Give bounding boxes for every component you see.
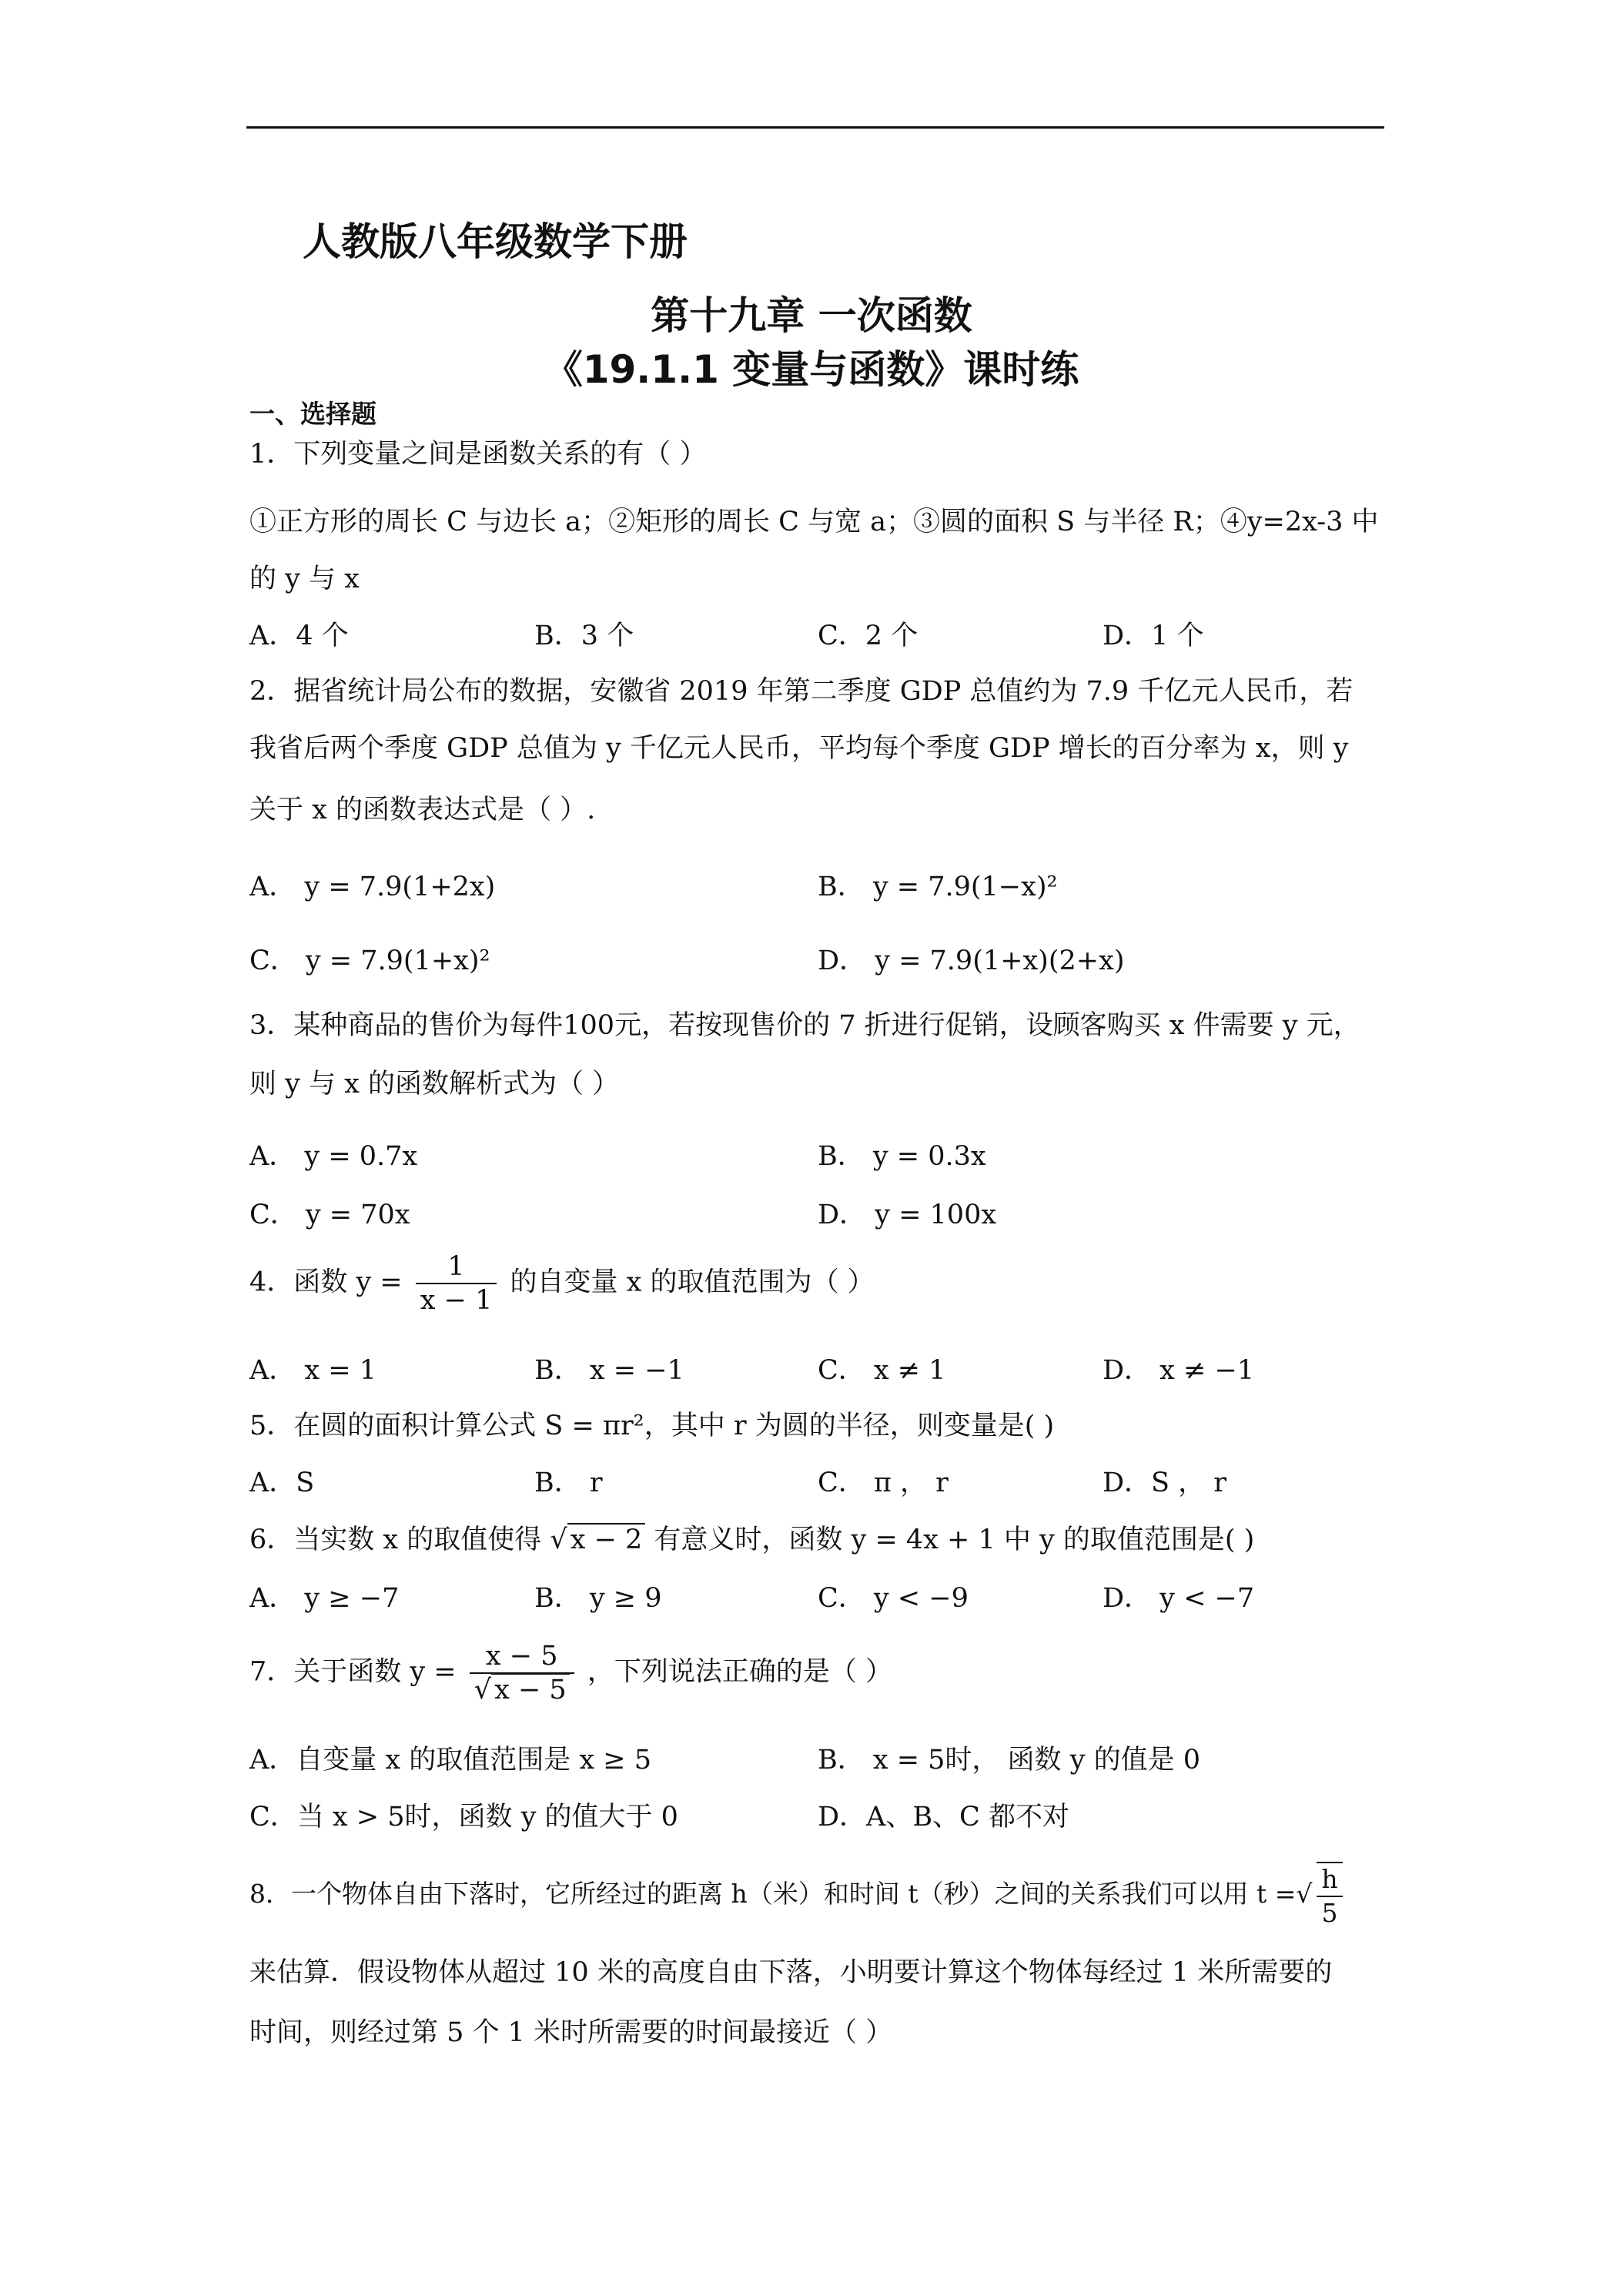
- q1-option-d: D．1 个: [1103, 621, 1204, 651]
- q7-option-d: D．A、B、C 都不对: [818, 1802, 1069, 1832]
- q4-option-a: A． x = 1: [249, 1355, 376, 1386]
- q7-option-a: A．自变量 x 的取值范围是 x ≥ 5: [249, 1745, 651, 1776]
- q7-stem-post: ，下列说法正确的是（ ）: [587, 1656, 892, 1688]
- q7-denominator-arg: x − 5: [491, 1673, 570, 1705]
- q3-stem-line2: 则 y 与 x 的函数解析式为（ ）: [249, 1069, 620, 1099]
- q4-stem: [249, 1250, 875, 1317]
- q2-stem-line2: 我省后两个季度 GDP 总值为 y 千亿元人民币，平均每个季度 GDP 增长的百分率为 x，则 y: [249, 733, 1349, 764]
- q2-option-b: B． y = 7.9(1−x)²: [818, 872, 1058, 902]
- q7-fraction-numerator: x − 5: [470, 1640, 574, 1674]
- q8-stem-pre: 8．一个物体自由下落时，它所经过的距离 h（米）和时间 t（秒）之间的关系我们可以用 t =: [249, 1879, 1297, 1909]
- lesson-title: 《19.1.1 变量与函数》课时练: [544, 347, 1079, 392]
- q3-option-b: B． y = 0.3x: [818, 1141, 986, 1172]
- q3-stem-line1: 3．某种商品的售价为每件100元，若按现售价的 7 折进行促销，设顾客购买 x 件需要 y 元，: [249, 1010, 1360, 1041]
- q8-fraction-denominator: 5: [1321, 1898, 1338, 1928]
- q4-fraction: [416, 1250, 497, 1317]
- q8-stem-line3: 时间，则经过第 5 个 1 米时所需要的时间最接近（ ）: [249, 2017, 893, 2048]
- q2-option-c: C． y = 7.9(1+x)²: [249, 946, 490, 976]
- q8-stem-line1: [249, 1862, 1347, 1930]
- q4-fraction-denominator: x − 1: [420, 1285, 493, 1316]
- q4-fraction-numerator: 1: [416, 1250, 497, 1284]
- q4-stem-pre: 4．函数 y =: [249, 1267, 403, 1298]
- q8-fraction-numerator: h: [1317, 1863, 1342, 1897]
- q5-option-d: D．S ， r: [1103, 1468, 1227, 1498]
- radical-sign-icon: √: [474, 1675, 492, 1705]
- q1-option-b: B．3 个: [534, 621, 634, 651]
- q6-option-d: D． y < −7: [1103, 1583, 1255, 1614]
- q5-option-c: C． π ， r: [818, 1468, 949, 1498]
- q1-extra-line2: 的 y 与 x: [249, 564, 360, 594]
- q3-option-d: D． y = 100x: [818, 1200, 997, 1230]
- q2-stem-line3: 关于 x 的函数表达式是（ ）.: [249, 795, 596, 825]
- q3-option-a: A． y = 0.7x: [249, 1141, 418, 1172]
- q6-stem-pre: 6．当实数 x 的取值使得: [249, 1525, 550, 1555]
- q2-option-d: D． y = 7.9(1+x)(2+x): [818, 946, 1125, 976]
- q2-stem-line1: 2．据省统计局公布的数据，安徽省 2019 年第二季度 GDP 总值约为 7.9 千亿元人民币，若: [249, 676, 1354, 707]
- q6-stem: [249, 1523, 1254, 1557]
- q5-option-b: B． r: [534, 1468, 603, 1498]
- q6-option-b: B． y ≥ 9: [534, 1583, 662, 1614]
- q1-stem: 1．下列变量之间是函数关系的有（ ）: [249, 439, 707, 470]
- q8-fraction: [1317, 1862, 1342, 1930]
- q4-option-d: D． x ≠ −1: [1103, 1355, 1255, 1386]
- q1-option-a: A．4 个: [249, 621, 349, 651]
- radical-sign-icon: √: [1296, 1879, 1313, 1909]
- book-title: 人教版八年级数学下册: [303, 219, 688, 264]
- chapter-title: 第十九章 一次函数: [651, 293, 972, 338]
- q6-sqrt-arg: x − 2: [567, 1523, 646, 1555]
- q6-stem-post: 有意义时，函数 y = 4x + 1 中 y 的取值范围是( ): [645, 1525, 1255, 1555]
- section-heading: 一、选择题: [249, 399, 376, 429]
- radical-sign-icon: √: [550, 1525, 567, 1555]
- q7-stem-pre: 7．关于函数 y =: [249, 1656, 457, 1688]
- q3-option-c: C． y = 70x: [249, 1200, 410, 1230]
- q7-fraction-denominator: [470, 1674, 574, 1706]
- q2-option-a: A． y = 7.9(1+2x): [249, 872, 496, 902]
- top-rule: [246, 126, 1384, 129]
- q7-fraction: [470, 1640, 574, 1706]
- q7-option-c: C．当 x > 5时，函数 y 的值大于 0: [249, 1802, 678, 1832]
- q1-option-c: C．2 个: [818, 621, 919, 651]
- q4-option-c: C． x ≠ 1: [818, 1355, 946, 1386]
- q4-option-b: B． x = −1: [534, 1355, 684, 1386]
- q6-option-c: C． y < −9: [818, 1583, 969, 1614]
- q8-stem-line2: 来估算．假设物体从超过 10 米的高度自由下落，小明要计算这个物体每经过 1 米所需要的: [249, 1957, 1333, 1988]
- q4-stem-post: 的自变量 x 的取值范围为（ ）: [510, 1267, 875, 1298]
- q1-extra-line1: ①正方形的周长 C 与边长 a；②矩形的周长 C 与宽 a；③圆的面积 S 与半径 R；④y=2x-3 中: [249, 507, 1379, 537]
- q5-option-a: A．S: [249, 1468, 315, 1498]
- q5-stem: 5．在圆的面积计算公式 S = πr²，其中 r 为圆的半径，则变量是( ): [249, 1411, 1055, 1441]
- q6-option-a: A． y ≥ −7: [249, 1583, 400, 1614]
- q7-option-b: B． x = 5时， 函数 y 的值是 0: [818, 1745, 1200, 1776]
- q7-stem: [249, 1640, 892, 1706]
